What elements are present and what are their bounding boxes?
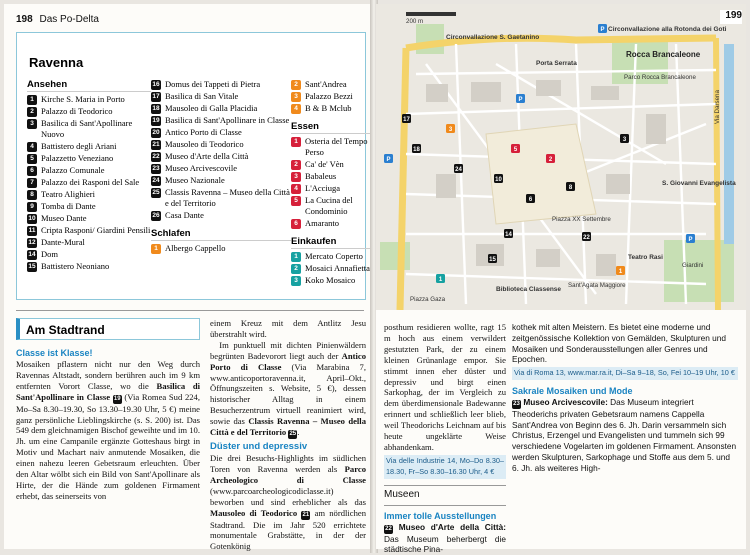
legend-label: Albergo Cappello <box>165 243 226 253</box>
legend-label: Palazzo dei Rasponi del Sale <box>41 177 140 187</box>
svg-text:5: 5 <box>513 147 518 153</box>
legend-number: 3 <box>291 172 301 182</box>
article-column-2: einem Kreuz mit dem Antlitz Jesu überstrahlt wird. Im punktuell mit dichten Pinienwäldern begrünten Badevorort liegt auch der Antico Porto di Classe (Via Marabina 7, www.anticoportoravenna.it, April–Okt., Öffnungszeiten s. Website, 5 €), dessen historischer Alltag in einem Besucherzentrum virtuell reanimiert wird, sowie das Classis Ravenna – Museo della Città e del Territorio 25. Düster und depressiv Die drei Besuchs-Highlights im südlichen Toren von Ravenna werden als Parco Archeologico di Classe (www.parcoarcheologicodiclasse.it) beworben und sind erheblicher als das Mausoleo di Teodorico 21 am nördlichen Stadtrand. Die im Jahr 520 errichtete monumentale Grabstätte, in der der Gotenkönig <box>210 318 367 552</box>
city-map <box>376 4 746 310</box>
museum-title: Museo d'Arte della Città: <box>398 521 506 532</box>
legend-item <box>27 94 151 105</box>
legend-number: 9 <box>27 202 37 212</box>
legend-number: 2 <box>291 160 301 170</box>
legend-item <box>27 141 151 152</box>
section-name: Das Po-Delta <box>39 14 99 25</box>
legend-number: 25 <box>152 189 160 196</box>
legend-number: 23 <box>152 165 160 172</box>
legend-item <box>27 118 151 140</box>
paragraph-text: Im punktuell mit dichten Pinienwäldern begrünten Badevorort liegt auch der <box>210 339 367 361</box>
subheading-museen: Museen <box>384 485 506 506</box>
divider <box>16 310 364 311</box>
svg-text:P: P <box>688 237 693 243</box>
legend-number: 3 <box>291 276 301 286</box>
kicker-ausstellungen: Immer tolle Ausstellungen <box>384 510 497 521</box>
legend-item <box>151 91 291 102</box>
legend-label: Museo Dante <box>41 213 87 223</box>
svg-text:P: P <box>600 27 605 33</box>
legend-number: 24 <box>152 177 160 184</box>
legend-item <box>151 175 291 186</box>
legend-number: 21 <box>152 141 160 148</box>
svg-text:1: 1 <box>618 269 623 275</box>
highlight-parco: Parco Archeologico di Classe <box>210 463 366 485</box>
legend-item <box>27 153 151 164</box>
legend-number: 3 <box>27 119 37 129</box>
legend-label: Dante-Mural <box>41 237 85 247</box>
svg-text:3: 3 <box>622 137 627 143</box>
page-number: 198 <box>16 14 33 25</box>
legend-label: La Cucina del Condominio <box>305 195 353 216</box>
legend-item <box>151 115 291 126</box>
legend-col-1 <box>27 79 151 273</box>
map-label: Parco Rocca Brancaleone <box>624 74 696 81</box>
legend-label: Sant'Andrea <box>305 79 347 89</box>
map-scale: 200 m <box>406 18 424 25</box>
legend-label: Amaranto <box>305 218 339 228</box>
legend-number: 20 <box>152 129 160 136</box>
legend-label: Mercato Coperto <box>305 251 363 261</box>
paragraph-text: Das Museum integriert Theoderichs privaten Gebetsraum namens Cappella Sant'Andrea von Beginn des 6. Jh. Darin versammeln sich Christus, Erzengel und Evangelisten und tummeln sich 99 verschiedene Vogelarten im goldenen Firmament. Ansonsten werden Skulpturen, Sarkophage und Stoffe aus dem 5. und 6. Jh. als weiteres High- <box>512 396 737 473</box>
page-number-right: 199 <box>720 10 742 24</box>
legend-label: Teatro Alighieri <box>41 189 95 199</box>
legend-label: Koko Mosaico <box>305 275 356 285</box>
legend-number: 16 <box>152 81 160 88</box>
article-column-4 <box>512 322 738 474</box>
legend-number: 14 <box>28 251 36 258</box>
legend-number: 4 <box>27 142 37 152</box>
legend-item <box>151 79 291 90</box>
legend-label: Mausoleo di Teodorico <box>165 139 244 149</box>
paragraph-text: am nördlichen Stadtrand. Die im Jahr 520 errichtete monumentale Grabstätte, in der der Gotenkönig <box>210 507 367 552</box>
legend-item <box>27 177 151 188</box>
legend-item <box>151 187 291 209</box>
legend-item <box>27 213 151 224</box>
map-label: Sant'Agata Maggiore <box>568 282 626 289</box>
legend-number: 17 <box>152 93 160 100</box>
legend-number: 8 <box>27 190 37 200</box>
map-label: Biblioteca Classense <box>496 286 562 293</box>
highlight-mausoleo: Mausoleo di Teodorico <box>210 507 298 518</box>
legend-item <box>27 201 151 212</box>
legend-heading-schlafen: Schlafen <box>151 228 291 241</box>
legend-item <box>151 103 291 114</box>
legend-number: 15 <box>28 263 36 270</box>
legend-label: Battistero degli Ariani <box>41 141 117 151</box>
legend-item <box>27 106 151 117</box>
legend-label: Dom <box>41 249 58 259</box>
svg-text:10: 10 <box>495 177 502 183</box>
highlight-antico-porto: Antico Porto di Classe <box>210 350 366 372</box>
legend-number: 1 <box>27 95 37 105</box>
map-label: Rocca Brancaleone <box>626 50 701 59</box>
legend-label: Museo Nazionale <box>165 175 225 185</box>
poi-marker-21: 21 <box>302 511 310 518</box>
legend-number: 1 <box>151 244 161 254</box>
section-title: Am Stadtrand <box>16 318 200 340</box>
legend-label: Palazzetto Veneziano <box>41 153 114 163</box>
paragraph-text: Mosaiken pflastern nicht nur den Weg durch Ravennas Altstadt, sondern berühren auch im 9 km entfernten Vorort Classe, wo die <box>16 358 200 391</box>
svg-text:22: 22 <box>583 235 590 241</box>
legend-number: 7 <box>27 178 37 188</box>
article-column-1 <box>16 348 200 502</box>
right-page <box>376 4 746 555</box>
legend-label: Casa Dante <box>165 210 204 220</box>
poi-marker-22: 22 <box>385 525 392 532</box>
svg-text:1: 1 <box>438 277 443 283</box>
legend-label: Palazzo Comunale <box>41 165 105 175</box>
legend-label: Tomba di Dante <box>41 201 96 211</box>
legend-item <box>27 237 151 248</box>
map-label: Circonvallazione alla Rotonda dei Goti <box>608 26 727 33</box>
svg-text:2: 2 <box>548 157 553 163</box>
legend-number: 10 <box>28 215 36 222</box>
legend-heading-essen: Essen <box>291 121 385 134</box>
legend-number: 4 <box>291 184 301 194</box>
map-label: Porta Serrata <box>536 60 577 67</box>
map-label: Via Darsena <box>714 90 721 124</box>
legend-number: 22 <box>152 153 160 160</box>
svg-text:6: 6 <box>528 197 533 203</box>
legend-label: Mosaici Annafietta <box>305 263 370 273</box>
legend-item <box>27 261 151 272</box>
paragraph-text: (Via Marabina 7, www.anticoportoravenna.it, April–Okt., Öffnungszeiten s. Website, 5 €), dessen historischer Alltag in einem Besucherzentrum virtuell reanimiert wird, sowie das <box>210 361 366 427</box>
svg-text:P: P <box>518 97 523 103</box>
paragraph-text: Die drei Besuchs-Highlights im südlichen Toren von Ravenna werden als <box>210 452 366 474</box>
legend-number: 5 <box>27 154 37 164</box>
legend-heading-ansehen: Ansehen <box>27 79 151 92</box>
legend-item <box>27 189 151 200</box>
legend-label: Palazzo Bezzi <box>305 91 353 101</box>
legend-number: 12 <box>28 239 36 246</box>
page-header <box>16 14 99 25</box>
left-page <box>4 4 372 552</box>
map-label: Circonvallazione S. Gaetanino <box>446 34 540 41</box>
info-box: Via delle Industrie 14, Mo–Do 8.30–18.30, Fr–So 8.30–16.30 Uhr, 4 € <box>384 455 506 479</box>
legend-item <box>151 127 291 138</box>
legend-number: 18 <box>152 105 160 112</box>
legend-heading-einkaufen: Einkaufen <box>291 236 385 249</box>
legend-number: 6 <box>27 166 37 176</box>
legend-item <box>151 163 291 174</box>
legend-number: 2 <box>291 80 301 90</box>
paragraph-text: Das Museum beherbergt die städtische Pina- <box>384 533 506 555</box>
legend-label: Mausoleo di Galla Placidia <box>165 103 258 113</box>
highlight-classis: Classis Ravenna – Museo della Città e del Territorio <box>210 416 366 438</box>
svg-text:18: 18 <box>413 147 420 153</box>
legend-number: 5 <box>291 196 301 206</box>
map-label: Giardini <box>682 262 704 269</box>
legend-label: Ca' de' Vèn <box>305 159 344 169</box>
svg-text:3: 3 <box>448 127 453 133</box>
legend-label: L'Acciuga <box>305 183 341 193</box>
map-label: Piazza XX Settembre <box>552 216 611 223</box>
kicker-classe: Classe ist Klasse! <box>16 348 93 358</box>
legend-label: Basilica di Sant'Apollinare in Classe <box>165 115 290 125</box>
svg-text:P: P <box>386 157 391 163</box>
legend-label: Museo d'Arte della Città <box>165 151 249 161</box>
article-column-3 <box>384 322 506 555</box>
legend-number: 6 <box>291 219 301 229</box>
legend-label: Osteria del Tempo Perso <box>305 136 368 157</box>
paragraph-text: posthum residieren wollte, ragt 15 m hoch aus einem verwildert gestutzten Park, der zu einem kleinen Grünanlage empor. Sie stimmt innen eher düster und depressiv und birgt einen Sarkophag, der im Vergleich zu dem überdimensionale Badewanne erinnert und schließlich leer blieb, weil Theodorichs Leichnam auf bis heute ungeklärte Weise abhandenkam. <box>384 322 506 452</box>
legend-label: Basilica di San Vitale <box>165 91 239 101</box>
legend-col-2 <box>151 79 291 255</box>
map-label: Piazza Gaza <box>410 296 446 303</box>
legend-label: Antico Porto di Classe <box>165 127 242 137</box>
map-legend <box>16 32 370 300</box>
poi-marker-19: 19 <box>113 395 121 402</box>
legend-item <box>27 249 151 260</box>
kicker-sakrale: Sakrale Mosaiken und Mode <box>512 385 633 396</box>
legend-item <box>151 243 291 254</box>
legend-label: Palazzo di Teodorico <box>41 106 113 116</box>
info-box: Via di Roma 13, www.mar.ra.it, Di–Sa 9–18, So, Fei 10–19 Uhr, 10 € <box>512 367 738 380</box>
legend-number: 2 <box>27 107 37 117</box>
legend-item <box>151 151 291 162</box>
legend-number: 11 <box>28 227 36 234</box>
map-label: Teatro Rasi <box>628 254 663 261</box>
legend-number: 26 <box>152 212 160 219</box>
poi-marker-23: 23 <box>513 400 520 407</box>
legend-label: Classis Ravenna – Museo della Città e del Territorio <box>165 187 290 208</box>
svg-text:17: 17 <box>403 117 410 123</box>
legend-label: Basilica di Sant'Apollinare Nuovo <box>41 118 133 139</box>
poi-marker-25: 25 <box>289 431 297 438</box>
legend-label: Domus dei Tappeti di Pietra <box>165 79 261 89</box>
legend-number: 19 <box>152 117 160 124</box>
legend-number: 4 <box>291 104 301 114</box>
legend-label: Cripta Rasponi/ Giardini Pensili <box>41 225 151 235</box>
map-label: S. Giovanni Evangelista <box>662 180 736 187</box>
paragraph-text: (www.parcoarcheologicodiclasse.it) beworben und sind erheblicher als das <box>210 485 366 507</box>
paragraph-text: kothek mit alten Meistern. Es bietet eine moderne und zeitgenössische Kollektion von Gemälden, Skulpturen und Mosaiken und Sonderausstellungen aller Genres und Epochen. <box>512 322 727 365</box>
highlight-basilica: Basilica di Sant'Apollinare in Classe <box>16 380 200 402</box>
legend-label: Battistero Neoniano <box>41 261 110 271</box>
legend-number: 1 <box>291 137 301 147</box>
legend-item <box>151 210 291 221</box>
legend-label: B & B Mclub <box>305 103 352 113</box>
legend-number: 2 <box>291 264 301 274</box>
svg-text:14: 14 <box>505 232 512 238</box>
svg-text:24: 24 <box>455 167 462 173</box>
museum-title: Museo Arcivescovile: <box>523 396 608 407</box>
legend-label: Museo Arcivescovile <box>165 163 237 173</box>
legend-number: 1 <box>291 252 301 262</box>
legend-item <box>27 165 151 176</box>
paragraph-text: (Via Romea Sud 224, Mo–Sa 8.30–19.30, So 13.30–19.30 Uhr, 5 €) meine ganz persönliche Lieblingskirche (s. S. 200) ist. Das 549 dem gleichnamigen Bischof geweihte und im 10. Jh. um eine Campanile ergänzte Gotteshaus birgt in Motiv und Machart naiv anmutende Mosaiken, die einen nahezu leeren Gebetsraum erleuchten. Über den Altar wölbt sich ein Bild von Sant'Apollinare als Hirte, der die Hände zum goldenen Firmament erhebt, das seinerseits von <box>16 391 200 501</box>
legend-label: Babaleus <box>305 171 337 181</box>
legend-number: 3 <box>291 92 301 102</box>
legend-item <box>151 139 291 150</box>
svg-text:15: 15 <box>489 257 496 263</box>
legend-city-title: Ravenna <box>29 55 84 70</box>
legend-label: Kirche S. Maria in Porto <box>41 94 125 104</box>
legend-item <box>27 225 151 236</box>
svg-text:8: 8 <box>568 185 573 191</box>
paragraph-text: einem Kreuz mit dem Antlitz Jesu überstrahlt wird. <box>210 318 366 339</box>
kicker-duester: Düster und depressiv <box>210 441 308 453</box>
